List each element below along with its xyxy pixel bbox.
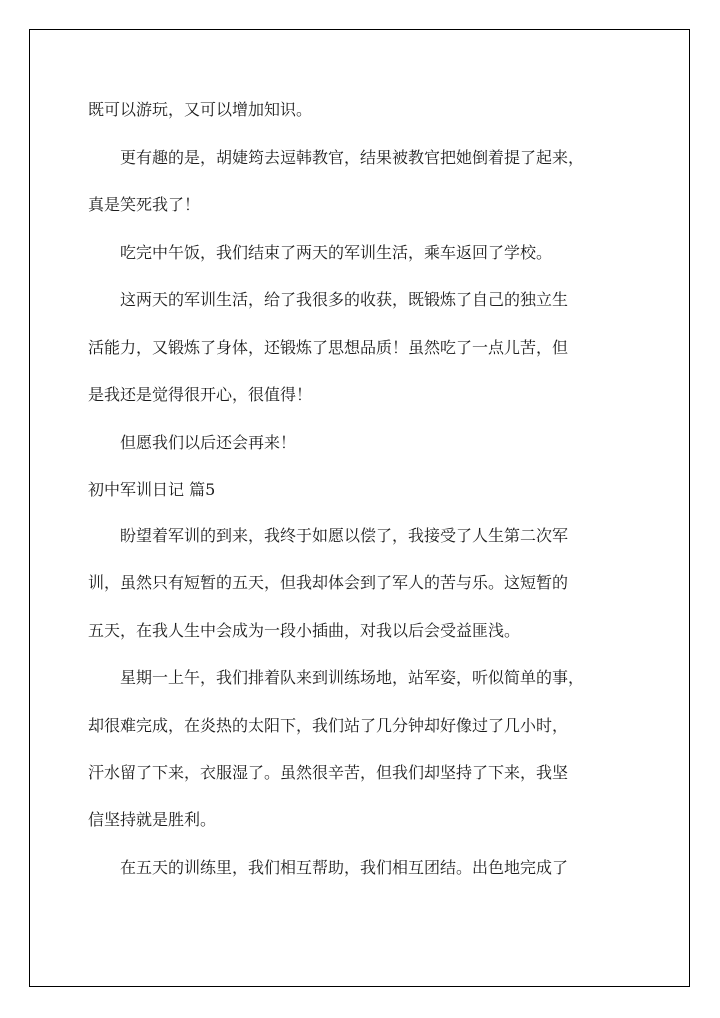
paragraph-line: 真是笑死我了！ <box>88 195 201 214</box>
paragraph-line: 五天，在我人生中会成为一段小插曲，对我以后会受益匪浅。 <box>88 621 521 640</box>
paragraph-line: 这两天的军训生活，给了我很多的收获，既锻炼了自己的独立生 <box>120 290 569 309</box>
paragraph-line: 但愿我们以后还会再来！ <box>120 433 297 452</box>
paragraph-line: 信坚持就是胜利。 <box>88 810 217 829</box>
section-heading: 初中军训日记 篇5 <box>88 480 216 499</box>
paragraph-line: 吃完中午饭，我们结束了两天的军训生活，乘车返回了学校。 <box>120 243 553 262</box>
paragraph-line: 汗水留了下来，衣服湿了。虽然很辛苦，但我们却坚持了下来，我坚 <box>88 763 569 782</box>
page-border <box>29 29 690 987</box>
paragraph-line: 星期一上午，我们排着队来到训练场地，站军姿，听似简单的事， <box>120 668 585 687</box>
paragraph-line: 在五天的训练里，我们相互帮助，我们相互团结。出色地完成了 <box>120 858 569 877</box>
paragraph-line: 更有趣的是，胡婕筠去逗韩教官，结果被教官把她倒着提了起来， <box>120 148 585 167</box>
paragraph-line: 是我还是觉得很开心，很值得！ <box>88 385 313 404</box>
paragraph-line: 训，虽然只有短暂的五天，但我却体会到了军人的苦与乐。这短暂的 <box>88 573 569 592</box>
paragraph-line: 活能力，又锻炼了身体，还锻炼了思想品质！虽然吃了一点儿苦，但 <box>88 338 569 357</box>
paragraph-line: 既可以游玩，又可以增加知识。 <box>88 100 313 119</box>
paragraph-line: 却很难完成，在炎热的太阳下，我们站了几分钟却好像过了几小时， <box>88 716 569 735</box>
paragraph-line: 盼望着军训的到来，我终于如愿以偿了，我接受了人生第二次军 <box>120 526 569 545</box>
